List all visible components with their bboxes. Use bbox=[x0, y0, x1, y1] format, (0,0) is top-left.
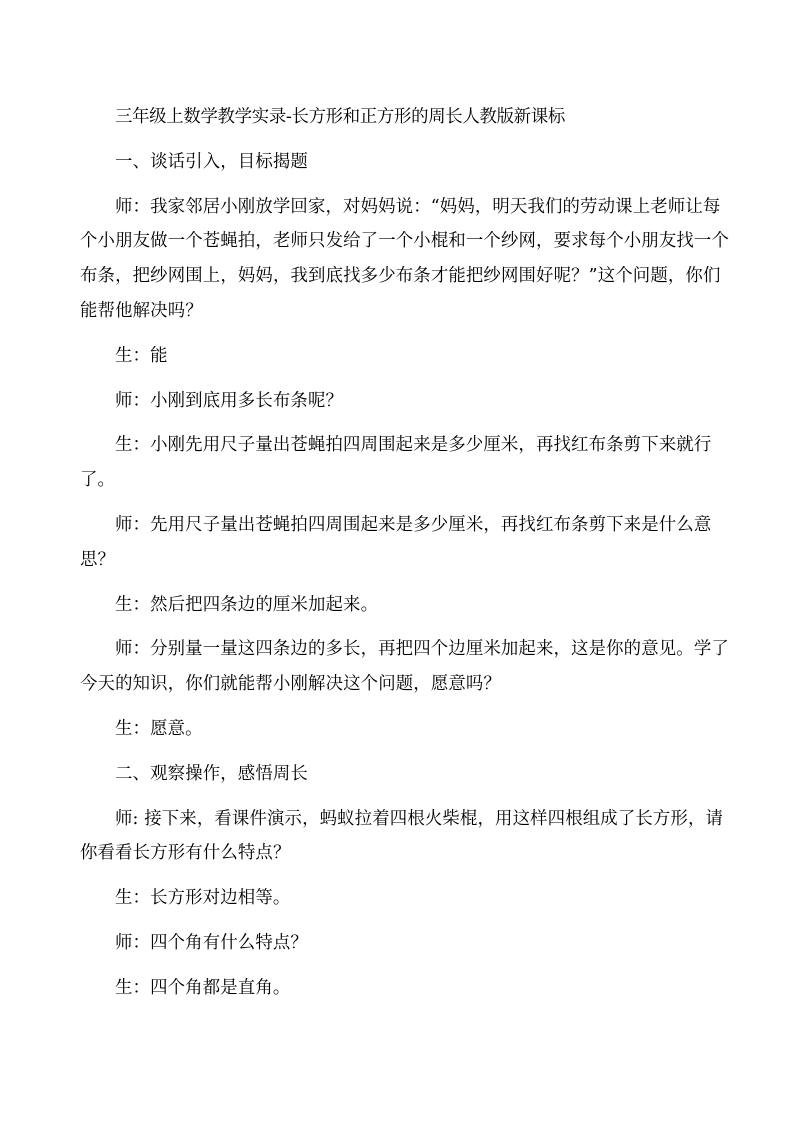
section-heading-1: 一、谈话引入，目标揭题 bbox=[115, 151, 308, 172]
paragraph: 生：愿意。 bbox=[115, 718, 203, 739]
section-heading-2: 二、观察操作，感悟周长 bbox=[115, 763, 308, 784]
paragraph: 生：长方形对边相等。 bbox=[115, 888, 291, 909]
paragraph: 师：小刚到底用多长布条呢？ bbox=[115, 390, 344, 411]
document-title: 三年级上数学教学实录-长方形和正方形的周长人教版新课标 bbox=[115, 107, 565, 127]
paragraph: 师：先用尺子量出苍蝇拍四周围起来是多少厘米，再找红布条剪下来是什么意思？ bbox=[80, 514, 712, 570]
paragraph: 师: 接下来，看课件演示，蚂蚁拉着四根火柴棍，用这样四根组成了长方形，请你看看长方形有什么特点？ bbox=[80, 808, 724, 864]
paragraph: 师：分别量一量这四条边的多长，再把四个边厘米加起来，这是你的意见。学了今天的知识，你们就能帮小刚解决这个问题，愿意吗？ bbox=[80, 639, 729, 695]
paragraph: 生：小刚先用尺子量出苍蝇拍四周围起来是多少厘米，再找红布条剪下来就行了。 bbox=[80, 435, 712, 491]
paragraph: 师：四个角有什么特点？ bbox=[115, 932, 308, 953]
paragraph: 生：能 bbox=[115, 345, 168, 366]
paragraph: 师：我家邻居小刚放学回家，对妈妈说：“妈妈，明天我们的劳动课上老师让每个小朋友做一个苍蝇拍，老师只发给了一个小棍和一个纱网，要求每个小朋友找一个布条，把纱网围上，妈妈，我到底找多少布条才能把纱网围好呢？”这个问题，你们能帮他解决吗？ bbox=[80, 196, 730, 321]
paragraph: 生：四个角都是直角。 bbox=[115, 977, 291, 998]
document-body bbox=[80, 100, 730, 1016]
paragraph: 生：然后把四条边的厘米加起来。 bbox=[115, 594, 379, 615]
